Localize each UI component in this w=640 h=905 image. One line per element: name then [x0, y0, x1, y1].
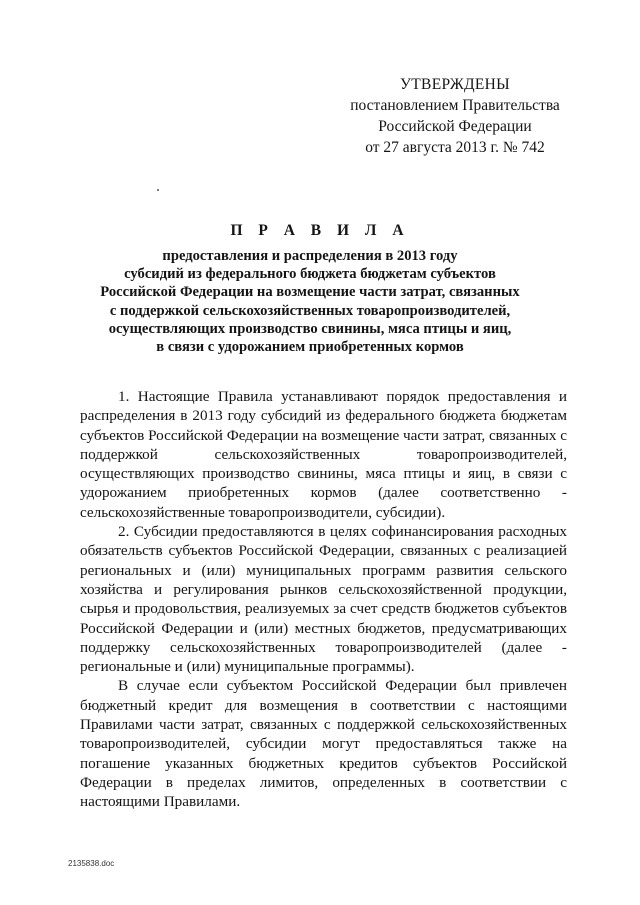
approval-line-3: от 27 августа 2013 г. № 742 [365, 139, 545, 156]
approval-heading: УТВЕРЖДЕНЫ [400, 76, 510, 93]
subtitle-line: в связи с удорожанием приобретенных кормов [156, 339, 464, 356]
paragraph-3: В случае если субъектом Российской Федерации был привлечен бюджетный кредит для возмещения в соответствии с настоящими Правилами части затрат, связанных с поддержкой сельскохозяйственных товаропроизводителей, субсидии могут предоставляться также на погашение указанных бюджетных кредитов субъектов Российской Федерации в пределах лимитов, определенных в соответствии с настоящими Правилами. [80, 677, 567, 811]
subtitle-line: субсидий из федерального бюджета бюджетам субъектов [124, 266, 496, 283]
approval-line-2: Российской Федерации [378, 118, 532, 135]
subtitle-line: Российской Федерации на возмещение части затрат, связанных [100, 284, 520, 301]
approval-line-1: постановлением Правительства [350, 97, 560, 114]
subtitle-line: предоставления и распределения в 2013 году [162, 248, 458, 264]
document-subtitle [60, 247, 560, 356]
approval-stamp [330, 74, 580, 158]
subtitle-line: осуществляющих производство свинины, мяса птицы и яиц, [108, 320, 512, 337]
scan-speck [157, 189, 159, 191]
paragraph-2: 2. Субсидии предоставляются в целях софинансирования расходных обязательств субъектов Российской Федерации, связанных с реализацией региональных и (или) муниципальных программ развития сельского хозяйства и регулирования рынков сельскохозяйственной продукции, сырья и продовольствия, реализуемых за счет средств бюджетов субъектов Российской Федерации и (или) местных бюджетов, предусматривающих поддержку сельскохозяйственных товаропроизводителей (далее - региональные и (или) муниципальные программы). [80, 523, 567, 676]
document-title: П Р А В И Л А [230, 222, 410, 239]
document-body [80, 387, 567, 812]
file-code: 2135838.doc [68, 859, 115, 868]
paragraph-1: 1. Настоящие Правила устанавливают порядок предоставления и распределения в 2013 году субсидий из федерального бюджета бюджетам субъектов Российской Федерации на возмещение части затрат, связанных с поддержкой сельскохозяйственных товаропроизводителей, осуществляющих производство свинины, мяса птицы и яиц, в связи с удорожанием приобретенных кормов (далее соответственно - сельскохозяйственные товаропроизводители, субсидии). [80, 388, 567, 521]
subtitle-line: с поддержкой сельскохозяйственных товаропроизводителей, [109, 302, 511, 319]
